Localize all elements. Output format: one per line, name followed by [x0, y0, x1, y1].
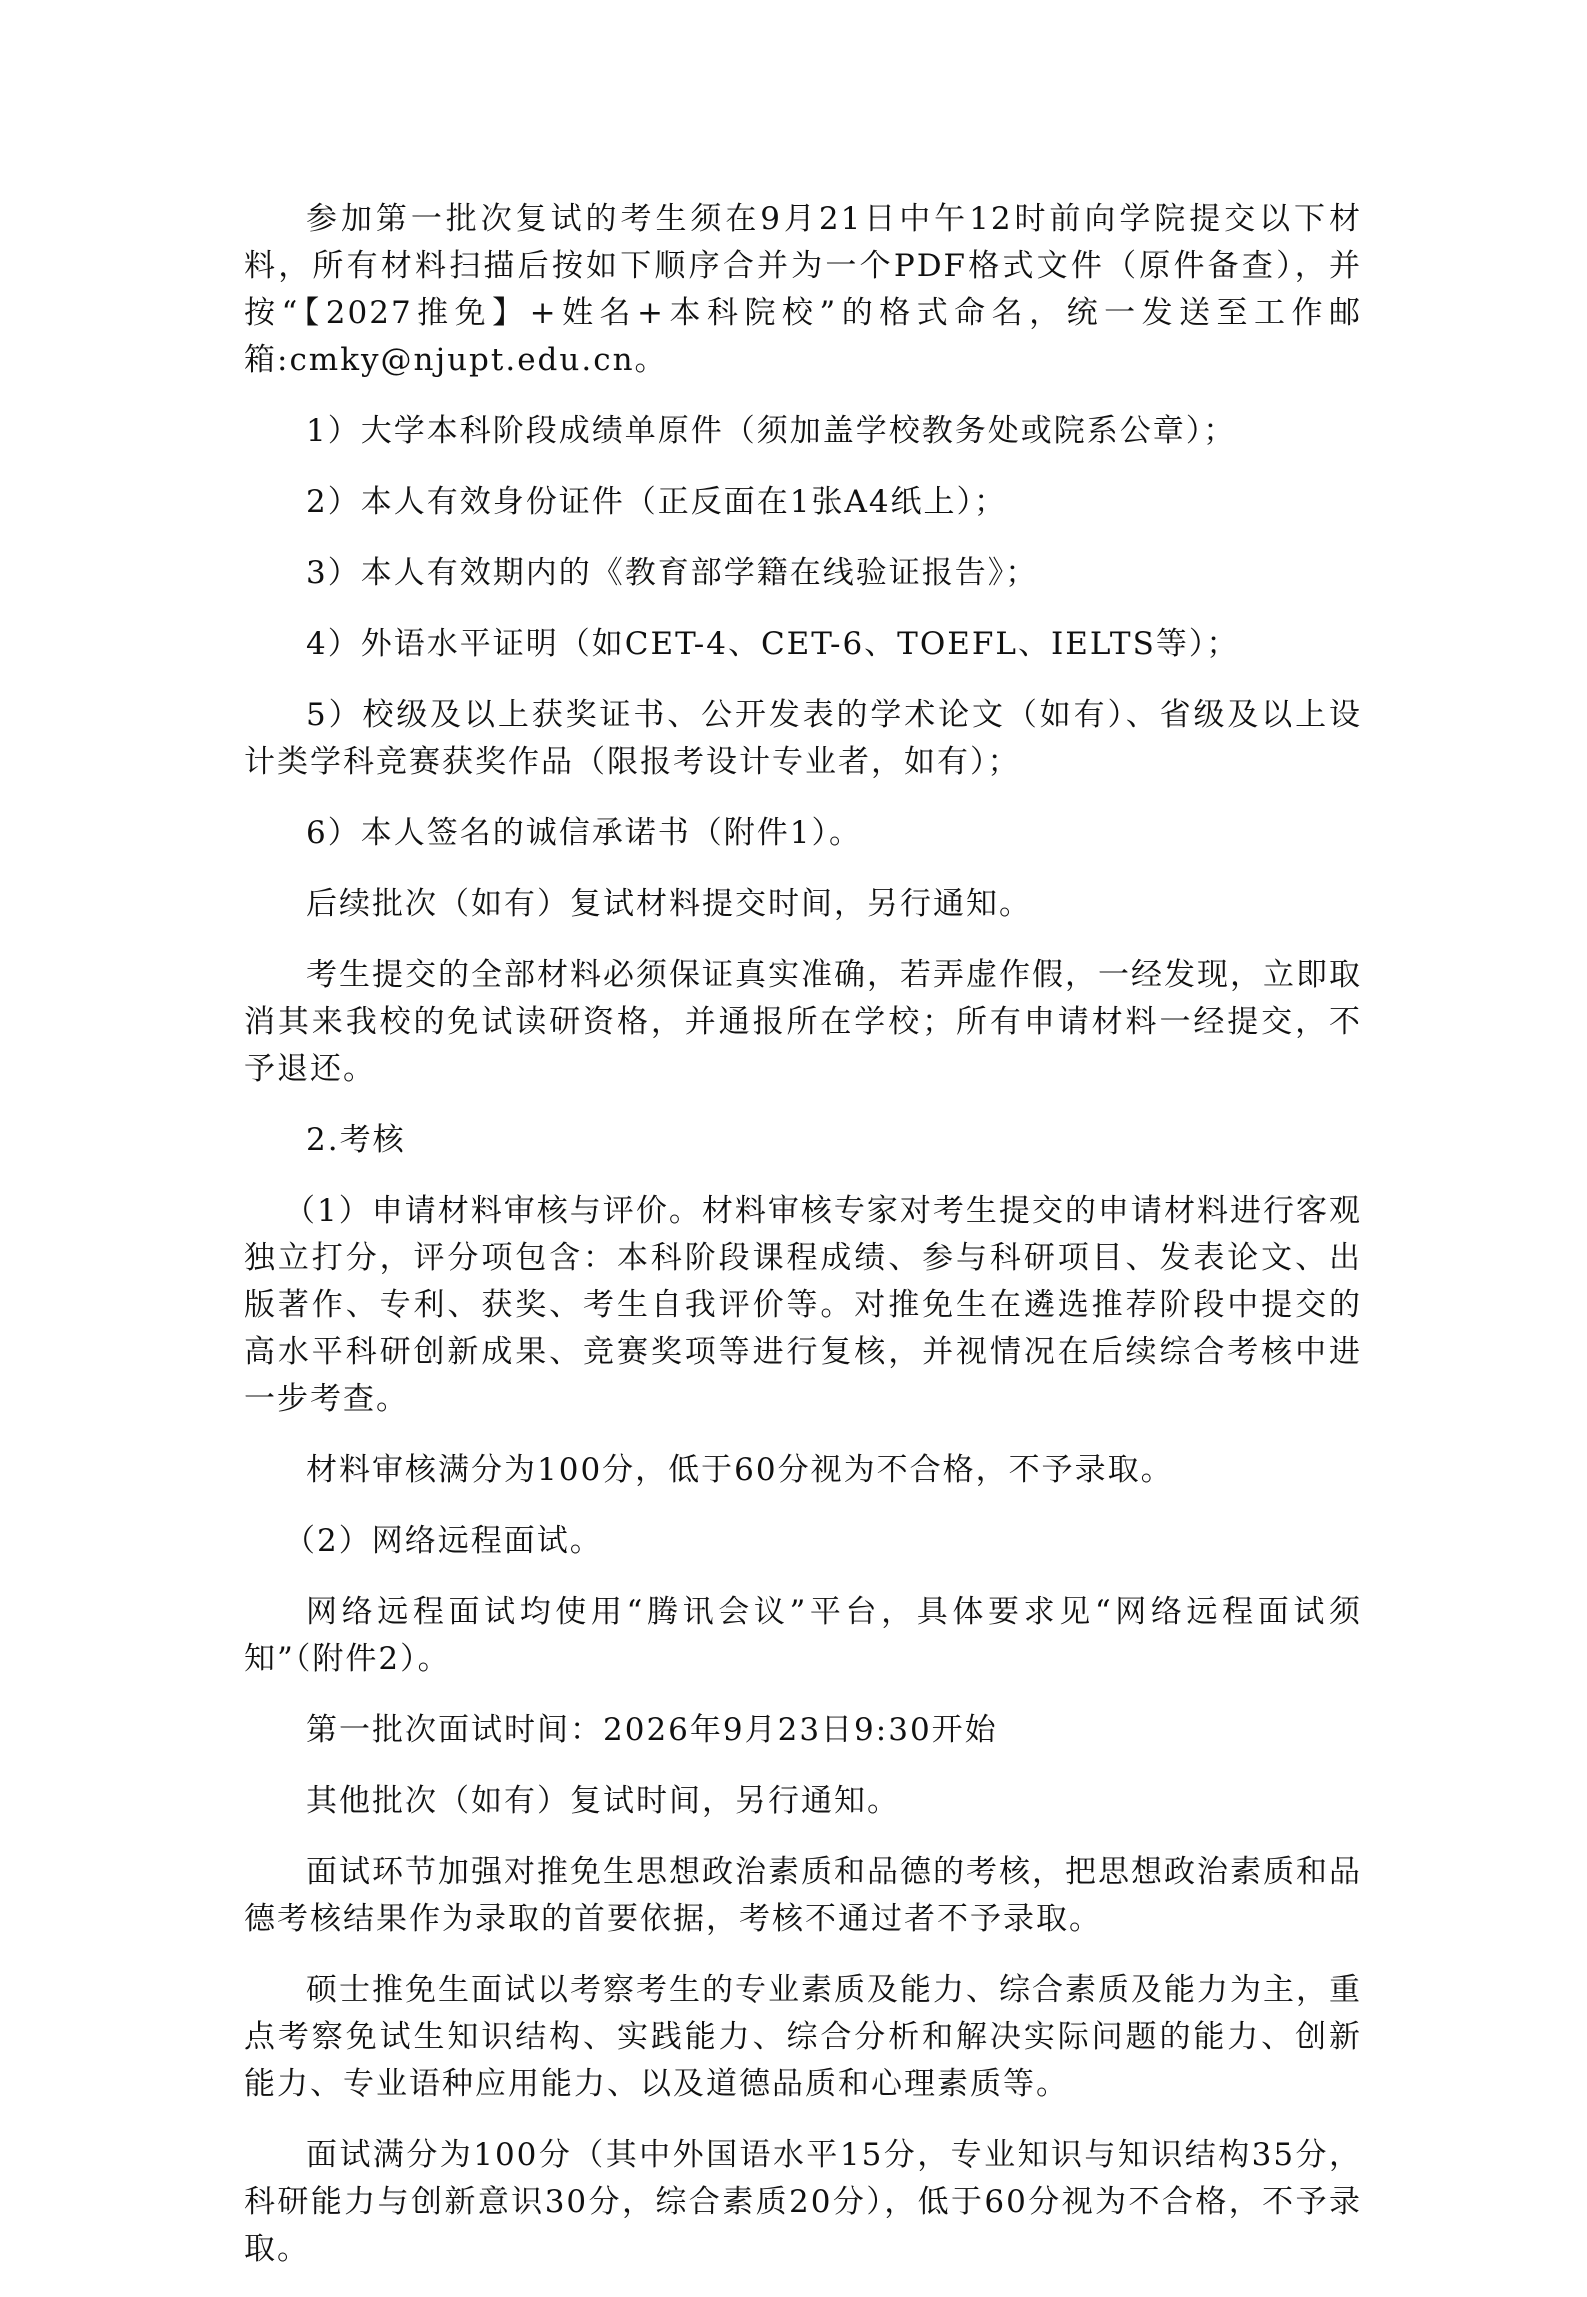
paragraph-material-review: （1）申请材料审核与评价。材料审核专家对考生提交的申请材料进行客观独立打分，评分项包含：本科阶段课程成绩、参与科研项目、发表论文、出版著作、专利、获奖、考生自我评价等。对推免生在遴选推荐阶段中提交的高水平科研创新成果、竞赛奖项等进行复核，并视情况在后续综合考核中进一步考查。 [244, 1193, 1362, 1417]
document-body [244, 196, 1362, 2297]
paragraph-interview-score: 面试满分为100分（其中外国语水平15分，专业知识与知识结构35分，科研能力与创新意识30分，综合素质20分），低于60分视为不合格，不予录取。 [244, 2137, 1362, 2267]
list-item-id-card: 2）本人有效身份证件（正反面在1张A4纸上）； [306, 484, 1008, 520]
list-item-integrity-pledge: 6）本人签名的诚信承诺书（附件1）。 [306, 815, 862, 851]
paragraph-first-batch-time: 第一批次面试时间：2026年9月23日9:30开始 [306, 1712, 998, 1748]
list-item-awards-papers: 5）校级及以上获奖证书、公开发表的学术论文（如有）、省级及以上设计类学科竞赛获奖作品（限报考设计专业者，如有）； [244, 697, 1362, 780]
paragraph-interview-focus: 硕士推免生面试以考察考生的专业素质及能力、综合素质及能力为主，重点考察免试生知识结构、实践能力、综合分析和解决实际问题的能力、创新能力、专业语种应用能力、以及道德品质和心理素质等。 [244, 1972, 1362, 2102]
paragraph-other-batches: 其他批次（如有）复试时间，另行通知。 [306, 1783, 900, 1819]
paragraph-remote-interview-heading: （2）网络远程面试。 [284, 1523, 603, 1559]
paragraph-later-batches: 后续批次（如有）复试材料提交时间，另行通知。 [306, 886, 1032, 922]
paragraph-material-score: 材料审核满分为100分，低于60分视为不合格，不予录取。 [306, 1452, 1174, 1488]
list-item-language-certificate: 4）外语水平证明（如CET-4、CET-6、TOEFL、IELTS等）； [306, 626, 1240, 662]
section-heading-assessment: 2.考核 [306, 1122, 406, 1158]
paragraph-remote-interview-platform: 网络远程面试均使用“腾讯会议”平台，具体要求见“网络远程面试须知”（附件2）。 [244, 1594, 1362, 1677]
paragraph-submission-requirements: 参加第一批次复试的考生须在9月21日中午12时前向学院提交以下材料，所有材料扫描后按如下顺序合并为一个PDF格式文件（原件备查），并按“【2027推免】+姓名+本科院校”的格式命名，统一发送至工作邮箱:cmky@njupt.edu.cn。 [244, 201, 1362, 378]
list-item-verification-report: 3）本人有效期内的《教育部学籍在线验证报告》； [306, 555, 1039, 591]
list-item-transcript: 1）大学本科阶段成绩单原件（须加盖学校教务处或院系公章）； [306, 413, 1237, 449]
paragraph-political-assessment: 面试环节加强对推免生思想政治素质和品德的考核，把思想政治素质和品德考核结果作为录取的首要依据，考核不通过者不予录取。 [244, 1854, 1362, 1937]
paragraph-authenticity: 考生提交的全部材料必须保证真实准确，若弄虚作假，一经发现，立即取消其来我校的免试读研资格，并通报所在学校；所有申请材料一经提交，不予退还。 [244, 957, 1362, 1087]
